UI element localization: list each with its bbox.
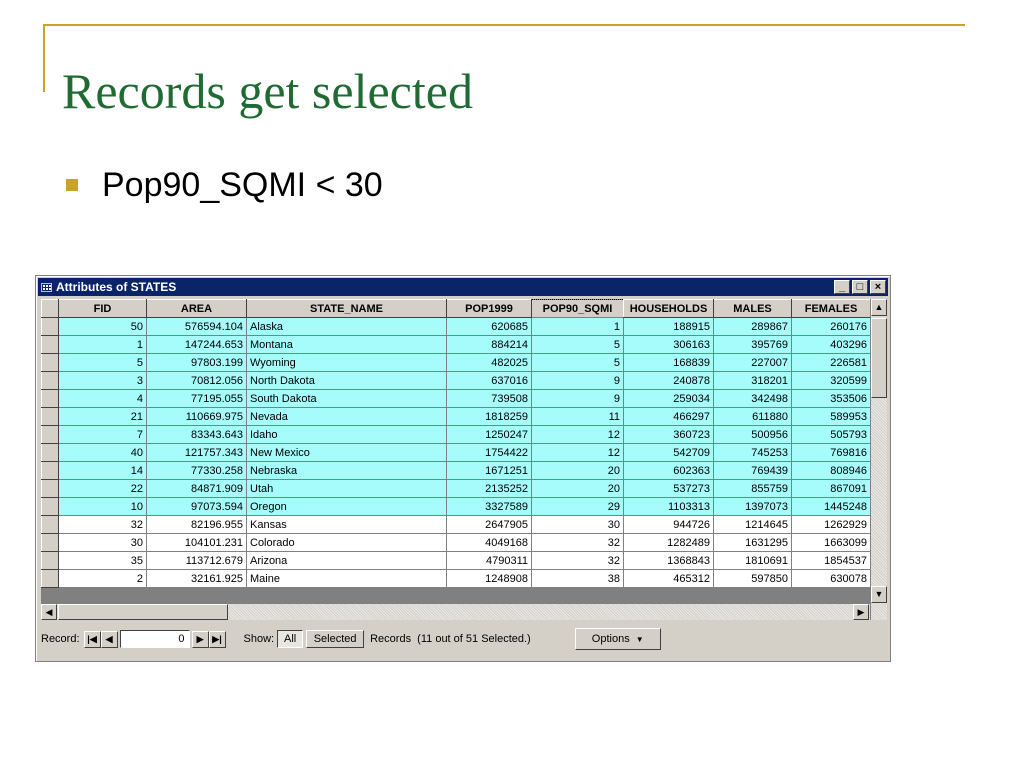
horizontal-scroll-thumb[interactable] <box>58 604 228 620</box>
table-cell-households[interactable]: 259034 <box>624 390 714 408</box>
table-row[interactable] <box>42 498 871 516</box>
table-cell-area[interactable]: 83343.643 <box>147 426 247 444</box>
vertical-scroll-thumb[interactable] <box>871 318 887 398</box>
table-cell-area[interactable]: 121757.343 <box>147 444 247 462</box>
status-bar <box>41 626 887 652</box>
table-cell-females[interactable]: 1262929 <box>792 516 871 534</box>
scroll-down-arrow-icon[interactable]: ▼ <box>871 586 887 603</box>
table-icon <box>41 283 52 292</box>
row-selector[interactable] <box>42 570 59 588</box>
table-cell-males[interactable]: 1397073 <box>714 498 792 516</box>
table-cell-state-name[interactable]: South Dakota <box>247 390 447 408</box>
first-record-icon[interactable]: |◀ <box>84 631 101 648</box>
table-cell-area[interactable]: 82196.955 <box>147 516 247 534</box>
table-cell-state-name[interactable]: Maine <box>247 570 447 588</box>
table-row[interactable] <box>42 462 871 480</box>
record-label: Record: <box>41 633 80 645</box>
row-selector[interactable] <box>42 318 59 336</box>
table-cell-pop90-sqmi[interactable]: 11 <box>532 408 624 426</box>
row-selector[interactable] <box>42 390 59 408</box>
table-cell-households[interactable]: 537273 <box>624 480 714 498</box>
column-header-households[interactable]: HOUSEHOLDS <box>624 300 714 318</box>
table-cell-males[interactable]: 1810691 <box>714 552 792 570</box>
table-cell-pop90-sqmi[interactable]: 12 <box>532 426 624 444</box>
table-cell-households[interactable]: 188915 <box>624 318 714 336</box>
column-header-fid[interactable]: FID <box>59 300 147 318</box>
table-row[interactable] <box>42 516 871 534</box>
table-cell-fid[interactable]: 40 <box>59 444 147 462</box>
table-cell-pop1999[interactable]: 1248908 <box>447 570 532 588</box>
table-row[interactable] <box>42 552 871 570</box>
table-cell-fid[interactable]: 22 <box>59 480 147 498</box>
table-cell-females[interactable]: 630078 <box>792 570 871 588</box>
column-header-pop1999[interactable]: POP1999 <box>447 300 532 318</box>
column-header-state-name[interactable]: STATE_NAME <box>247 300 447 318</box>
table-cell-households[interactable]: 1282489 <box>624 534 714 552</box>
table-cell-pop90-sqmi[interactable]: 38 <box>532 570 624 588</box>
row-selector[interactable] <box>42 372 59 390</box>
show-label: Show: <box>243 633 275 645</box>
minimize-button[interactable]: _ <box>834 280 850 294</box>
table-cell-state-name[interactable]: Alaska <box>247 318 447 336</box>
table-cell-households[interactable]: 602363 <box>624 462 714 480</box>
table-cell-males[interactable]: 500956 <box>714 426 792 444</box>
records-count-text: Records (11 out of 51 Selected.) <box>370 633 531 645</box>
table-cell-pop1999[interactable]: 1671251 <box>447 462 532 480</box>
table-cell-state-name[interactable]: Idaho <box>247 426 447 444</box>
column-header-area[interactable]: AREA <box>147 300 247 318</box>
table-cell-females[interactable]: 403296 <box>792 336 871 354</box>
table-cell-area[interactable]: 147244.653 <box>147 336 247 354</box>
table-cell-state-name[interactable]: Colorado <box>247 534 447 552</box>
table-cell-females[interactable]: 1854537 <box>792 552 871 570</box>
table-cell-area[interactable]: 77330.258 <box>147 462 247 480</box>
table-cell-pop90-sqmi[interactable]: 12 <box>532 444 624 462</box>
table-row[interactable] <box>42 354 871 372</box>
last-record-icon[interactable]: ▶| <box>209 631 226 648</box>
table-cell-females[interactable]: 226581 <box>792 354 871 372</box>
table-cell-state-name[interactable]: Oregon <box>247 498 447 516</box>
table-header-row <box>42 300 871 318</box>
table-cell-fid[interactable]: 3 <box>59 372 147 390</box>
table-cell-area[interactable]: 70812.056 <box>147 372 247 390</box>
table-cell-area[interactable]: 113712.679 <box>147 552 247 570</box>
table-cell-males[interactable]: 289867 <box>714 318 792 336</box>
row-selector[interactable] <box>42 426 59 444</box>
header-corner[interactable] <box>42 300 59 318</box>
slide-top-rule <box>43 24 965 26</box>
table-cell-state-name[interactable]: North Dakota <box>247 372 447 390</box>
show-all-button[interactable]: All <box>277 630 303 648</box>
table-row[interactable] <box>42 408 871 426</box>
table-cell-females[interactable]: 1663099 <box>792 534 871 552</box>
row-selector[interactable] <box>42 444 59 462</box>
table-cell-area[interactable]: 97073.594 <box>147 498 247 516</box>
table-cell-pop1999[interactable]: 1250247 <box>447 426 532 444</box>
table-cell-area[interactable]: 84871.909 <box>147 480 247 498</box>
table-row[interactable] <box>42 336 871 354</box>
column-header-males[interactable]: MALES <box>714 300 792 318</box>
table-cell-households[interactable]: 1103313 <box>624 498 714 516</box>
table-row[interactable] <box>42 480 871 498</box>
table-cell-females[interactable]: 505793 <box>792 426 871 444</box>
table-row[interactable] <box>42 372 871 390</box>
table-row[interactable] <box>42 390 871 408</box>
table-cell-area[interactable]: 32161.925 <box>147 570 247 588</box>
table-cell-state-name[interactable]: Wyoming <box>247 354 447 372</box>
table-cell-pop1999[interactable]: 2135252 <box>447 480 532 498</box>
column-header-pop90-sqmi[interactable]: POP90_SQMI <box>532 300 624 318</box>
bullet-square-icon <box>66 179 78 191</box>
table-row[interactable] <box>42 534 871 552</box>
table-cell-state-name[interactable]: Arizona <box>247 552 447 570</box>
table-cell-fid[interactable]: 35 <box>59 552 147 570</box>
row-selector[interactable] <box>42 534 59 552</box>
table-cell-fid[interactable]: 30 <box>59 534 147 552</box>
previous-record-icon[interactable]: ◀ <box>101 631 118 648</box>
table-cell-pop1999[interactable]: 1818259 <box>447 408 532 426</box>
horizontal-scrollbar[interactable] <box>41 603 870 620</box>
table-cell-males[interactable]: 318201 <box>714 372 792 390</box>
options-label: Options <box>591 633 630 645</box>
table-cell-males[interactable]: 1631295 <box>714 534 792 552</box>
table-cell-males[interactable]: 395769 <box>714 336 792 354</box>
table-cell-households[interactable]: 360723 <box>624 426 714 444</box>
bullet-text: Pop90_SQMI < 30 <box>102 165 383 204</box>
table-cell-households[interactable]: 542709 <box>624 444 714 462</box>
table-grid-area <box>41 299 887 620</box>
table-cell-households[interactable]: 465312 <box>624 570 714 588</box>
row-selector[interactable] <box>42 354 59 372</box>
table-cell-females[interactable]: 867091 <box>792 480 871 498</box>
window-title: Attributes of STATES <box>56 280 177 294</box>
slide-title: Records get selected <box>62 63 473 119</box>
row-selector[interactable] <box>42 462 59 480</box>
options-button[interactable] <box>575 628 661 650</box>
table-cell-pop1999[interactable]: 482025 <box>447 354 532 372</box>
maximize-button[interactable]: □ <box>852 280 868 294</box>
table-cell-area[interactable]: 77195.055 <box>147 390 247 408</box>
table-cell-state-name[interactable]: Utah <box>247 480 447 498</box>
table-row[interactable] <box>42 426 871 444</box>
table-cell-state-name[interactable]: New Mexico <box>247 444 447 462</box>
next-record-icon[interactable]: ▶ <box>192 631 209 648</box>
table-cell-fid[interactable]: 1 <box>59 336 147 354</box>
table-cell-pop1999[interactable]: 3327589 <box>447 498 532 516</box>
table-cell-fid[interactable]: 5 <box>59 354 147 372</box>
table-cell-females[interactable]: 589953 <box>792 408 871 426</box>
window-titlebar[interactable] <box>38 278 888 296</box>
table-cell-males[interactable]: 769439 <box>714 462 792 480</box>
table-cell-fid[interactable]: 4 <box>59 390 147 408</box>
table-cell-state-name[interactable]: Montana <box>247 336 447 354</box>
table-cell-females[interactable]: 260176 <box>792 318 871 336</box>
scroll-right-arrow-icon[interactable]: ▶ <box>853 604 869 620</box>
table-cell-males[interactable]: 611880 <box>714 408 792 426</box>
table-cell-pop1999[interactable]: 620685 <box>447 318 532 336</box>
table-cell-females[interactable]: 353506 <box>792 390 871 408</box>
table-cell-fid[interactable]: 50 <box>59 318 147 336</box>
table-cell-pop90-sqmi[interactable]: 9 <box>532 372 624 390</box>
table-cell-pop1999[interactable]: 1754422 <box>447 444 532 462</box>
table-cell-state-name[interactable]: Kansas <box>247 516 447 534</box>
table-cell-pop1999[interactable]: 739508 <box>447 390 532 408</box>
table-row[interactable] <box>42 444 871 462</box>
table-row[interactable] <box>42 318 871 336</box>
row-selector[interactable] <box>42 498 59 516</box>
table-cell-area[interactable]: 97803.199 <box>147 354 247 372</box>
table-cell-females[interactable]: 320599 <box>792 372 871 390</box>
table-cell-males[interactable]: 342498 <box>714 390 792 408</box>
table-cell-fid[interactable]: 10 <box>59 498 147 516</box>
show-selected-button[interactable]: Selected <box>306 630 364 648</box>
table-cell-pop90-sqmi[interactable]: 32 <box>532 534 624 552</box>
table-cell-households[interactable]: 1368843 <box>624 552 714 570</box>
table-cell-females[interactable]: 1445248 <box>792 498 871 516</box>
table-cell-males[interactable]: 227007 <box>714 354 792 372</box>
table-cell-pop90-sqmi[interactable]: 30 <box>532 516 624 534</box>
table-cell-pop1999[interactable]: 4790311 <box>447 552 532 570</box>
table-cell-pop90-sqmi[interactable]: 1 <box>532 318 624 336</box>
table-cell-fid[interactable]: 7 <box>59 426 147 444</box>
row-selector[interactable] <box>42 408 59 426</box>
table-cell-households[interactable]: 306163 <box>624 336 714 354</box>
table-cell-pop1999[interactable]: 2647905 <box>447 516 532 534</box>
row-selector[interactable] <box>42 336 59 354</box>
table-cell-households[interactable]: 240878 <box>624 372 714 390</box>
table-cell-households[interactable]: 168839 <box>624 354 714 372</box>
table-cell-males[interactable]: 855759 <box>714 480 792 498</box>
table-cell-males[interactable]: 745253 <box>714 444 792 462</box>
table-cell-pop90-sqmi[interactable]: 9 <box>532 390 624 408</box>
table-cell-pop90-sqmi[interactable]: 20 <box>532 462 624 480</box>
vertical-scrollbar[interactable] <box>870 299 887 620</box>
row-selector[interactable] <box>42 516 59 534</box>
attributes-window <box>35 275 891 662</box>
table-cell-pop1999[interactable]: 4049168 <box>447 534 532 552</box>
table-cell-fid[interactable]: 2 <box>59 570 147 588</box>
table-cell-pop90-sqmi[interactable]: 29 <box>532 498 624 516</box>
column-header-females[interactable]: FEMALES <box>792 300 871 318</box>
table-cell-area[interactable]: 576594.104 <box>147 318 247 336</box>
table-cell-pop90-sqmi[interactable]: 32 <box>532 552 624 570</box>
table-cell-pop1999[interactable]: 884214 <box>447 336 532 354</box>
attribute-table <box>41 299 871 588</box>
row-selector[interactable] <box>42 480 59 498</box>
bullet-item <box>66 162 383 208</box>
table-cell-pop90-sqmi[interactable]: 20 <box>532 480 624 498</box>
table-cell-area[interactable]: 110669.975 <box>147 408 247 426</box>
table-cell-state-name[interactable]: Nebraska <box>247 462 447 480</box>
table-cell-households[interactable]: 466297 <box>624 408 714 426</box>
table-cell-pop1999[interactable]: 637016 <box>447 372 532 390</box>
table-row[interactable] <box>42 570 871 588</box>
record-number-input[interactable]: 0 <box>120 630 190 648</box>
table-cell-females[interactable]: 808946 <box>792 462 871 480</box>
scroll-up-arrow-icon[interactable]: ▲ <box>871 299 887 316</box>
table-cell-area[interactable]: 104101.231 <box>147 534 247 552</box>
table-cell-pop90-sqmi[interactable]: 5 <box>532 336 624 354</box>
table-cell-households[interactable]: 944726 <box>624 516 714 534</box>
scroll-left-arrow-icon[interactable]: ◀ <box>41 604 57 620</box>
table-cell-females[interactable]: 769816 <box>792 444 871 462</box>
table-cell-males[interactable]: 1214645 <box>714 516 792 534</box>
close-button[interactable]: × <box>870 280 886 294</box>
row-selector[interactable] <box>42 552 59 570</box>
table-cell-state-name[interactable]: Nevada <box>247 408 447 426</box>
table-cell-pop90-sqmi[interactable]: 5 <box>532 354 624 372</box>
dropdown-arrow-icon: ▼ <box>635 634 644 644</box>
table-cell-fid[interactable]: 14 <box>59 462 147 480</box>
table-cell-fid[interactable]: 21 <box>59 408 147 426</box>
table-cell-fid[interactable]: 32 <box>59 516 147 534</box>
slide-left-rule <box>43 24 45 92</box>
table-cell-males[interactable]: 597850 <box>714 570 792 588</box>
